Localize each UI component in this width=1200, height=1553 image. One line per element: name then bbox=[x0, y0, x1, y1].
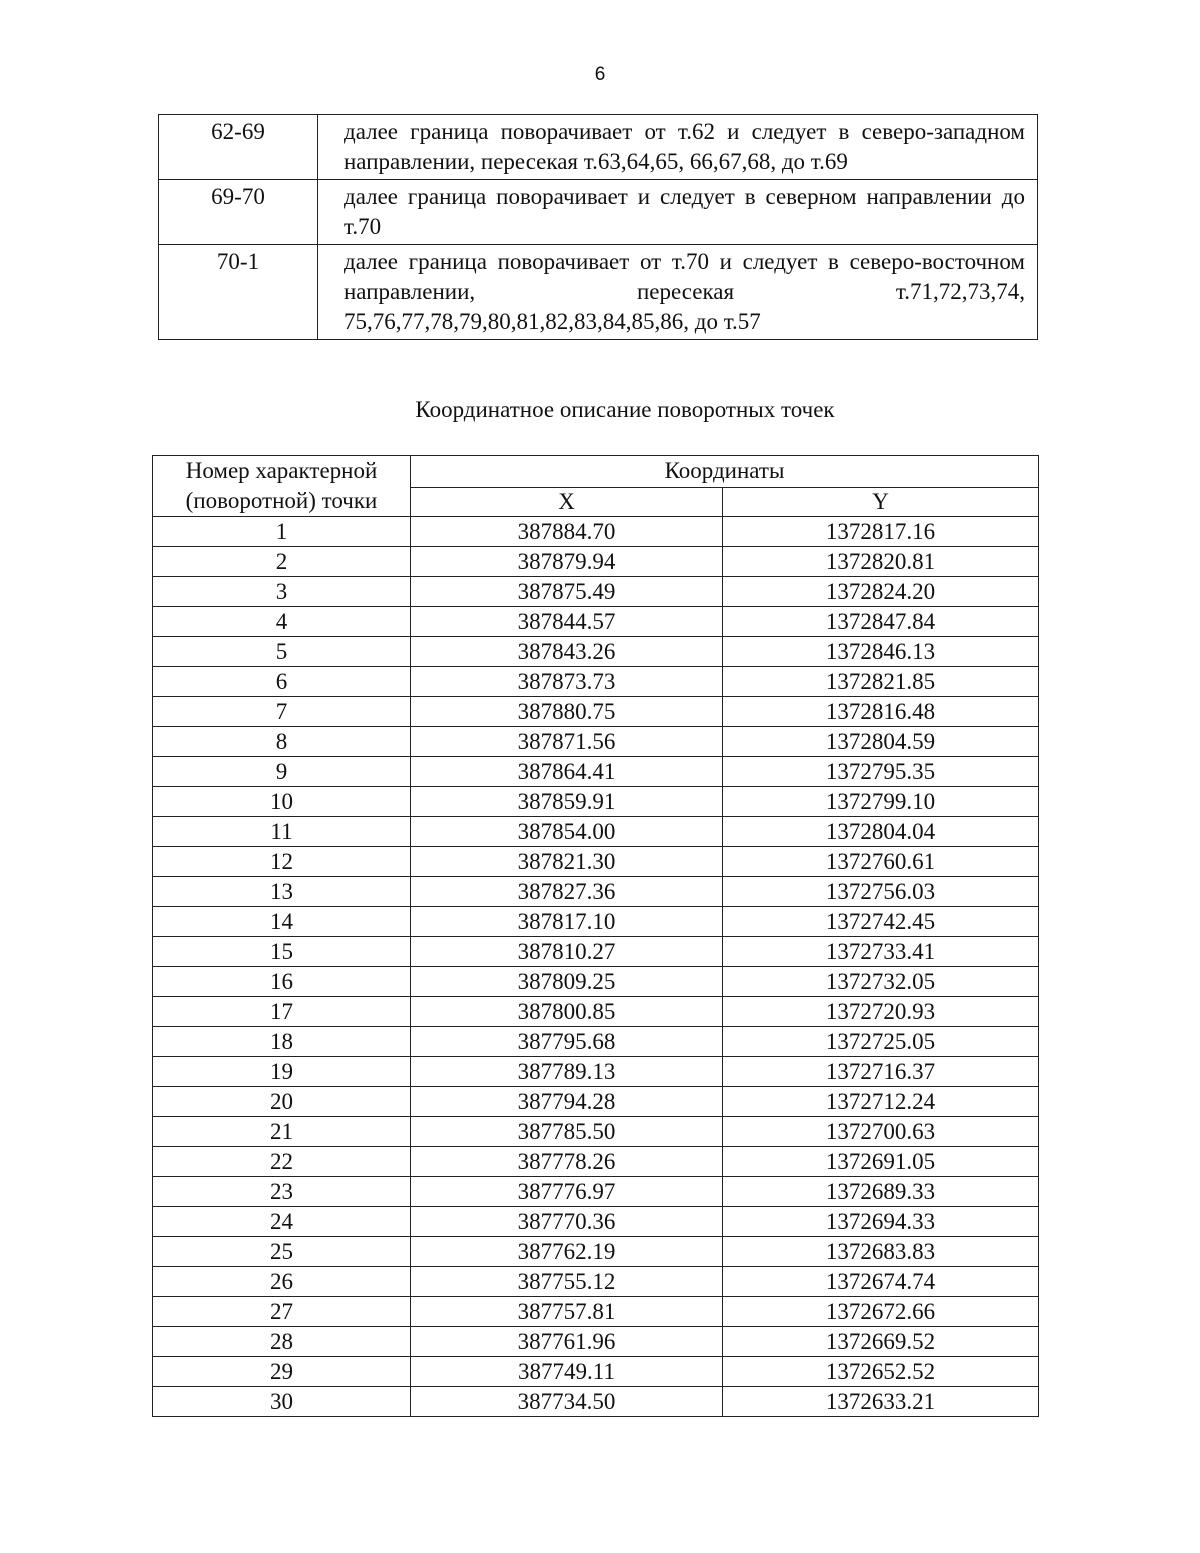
point-number-cell: 10 bbox=[153, 787, 411, 817]
table-row bbox=[153, 1387, 1039, 1417]
y-coordinate-cell: 1372795.35 bbox=[723, 757, 1039, 787]
table-row bbox=[153, 1177, 1039, 1207]
x-coordinate-cell: 387884.70 bbox=[411, 517, 723, 547]
y-coordinate-cell: 1372694.33 bbox=[723, 1207, 1039, 1237]
point-number-cell: 18 bbox=[153, 1027, 411, 1057]
x-coordinate-cell: 387880.75 bbox=[411, 697, 723, 727]
table-row bbox=[153, 1027, 1039, 1057]
x-coordinate-cell: 387817.10 bbox=[411, 907, 723, 937]
y-coordinate-cell: 1372732.05 bbox=[723, 967, 1039, 997]
table-row bbox=[153, 1207, 1039, 1237]
point-number-cell: 29 bbox=[153, 1357, 411, 1387]
x-coordinate-cell: 387795.68 bbox=[411, 1027, 723, 1057]
x-coordinate-cell: 387843.26 bbox=[411, 637, 723, 667]
point-number-cell: 17 bbox=[153, 997, 411, 1027]
point-number-cell: 4 bbox=[153, 607, 411, 637]
y-coordinate-cell: 1372799.10 bbox=[723, 787, 1039, 817]
x-coordinate-cell: 387785.50 bbox=[411, 1117, 723, 1147]
section-title: Координатное описание поворотных точек bbox=[415, 397, 835, 422]
point-number-cell: 21 bbox=[153, 1117, 411, 1147]
point-number-cell: 14 bbox=[153, 907, 411, 937]
y-coordinate-cell: 1372804.04 bbox=[723, 817, 1039, 847]
coordinates-table bbox=[152, 455, 1039, 1417]
y-coordinate-cell: 1372633.21 bbox=[723, 1387, 1039, 1417]
table-row bbox=[153, 1267, 1039, 1297]
x-coordinate-cell: 387800.85 bbox=[411, 997, 723, 1027]
table-row bbox=[153, 637, 1039, 667]
header-coordinates: Координаты bbox=[411, 456, 1039, 488]
y-coordinate-cell: 1372712.24 bbox=[723, 1087, 1039, 1117]
x-coordinate-cell: 387873.73 bbox=[411, 667, 723, 697]
y-coordinate-cell: 1372672.66 bbox=[723, 1297, 1039, 1327]
x-coordinate-cell: 387762.19 bbox=[411, 1237, 723, 1267]
x-coordinate-cell: 387776.97 bbox=[411, 1177, 723, 1207]
point-number-cell: 22 bbox=[153, 1147, 411, 1177]
point-number-cell: 25 bbox=[153, 1237, 411, 1267]
y-coordinate-cell: 1372691.05 bbox=[723, 1147, 1039, 1177]
point-number-cell: 8 bbox=[153, 727, 411, 757]
point-number-cell: 3 bbox=[153, 577, 411, 607]
table-row bbox=[153, 787, 1039, 817]
x-coordinate-cell: 387778.26 bbox=[411, 1147, 723, 1177]
table-row bbox=[153, 907, 1039, 937]
point-number-cell: 19 bbox=[153, 1057, 411, 1087]
point-number-cell: 13 bbox=[153, 877, 411, 907]
segment-description: далее граница поворачивает от т.70 и следует в северо-восточном направлении, пересекая т.71,72,73,74, 75,76,77,78,79,80,81,82,83,84,85,86, до т.57 bbox=[318, 245, 1038, 340]
y-coordinate-cell: 1372760.61 bbox=[723, 847, 1039, 877]
table-row bbox=[153, 937, 1039, 967]
x-coordinate-cell: 387864.41 bbox=[411, 757, 723, 787]
y-coordinate-cell: 1372733.41 bbox=[723, 937, 1039, 967]
table-row bbox=[153, 697, 1039, 727]
point-number-cell: 9 bbox=[153, 757, 411, 787]
segment-description: далее граница поворачивает от т.62 и следует в северо-западном направлении, пересекая т.63,64,65, 66,67,68, до т.69 bbox=[318, 115, 1038, 180]
point-number-cell: 15 bbox=[153, 937, 411, 967]
table-row bbox=[153, 1357, 1039, 1387]
point-number-cell: 12 bbox=[153, 847, 411, 877]
header-y: Y bbox=[723, 487, 1039, 516]
x-coordinate-cell: 387734.50 bbox=[411, 1387, 723, 1417]
coordinates-body bbox=[153, 517, 1039, 1417]
y-coordinate-cell: 1372821.85 bbox=[723, 667, 1039, 697]
point-number-cell: 11 bbox=[153, 817, 411, 847]
table-row bbox=[153, 547, 1039, 577]
x-coordinate-cell: 387871.56 bbox=[411, 727, 723, 757]
table-row bbox=[153, 847, 1039, 877]
table-row bbox=[153, 757, 1039, 787]
segment-label: 70-1 bbox=[159, 245, 318, 340]
point-number-cell: 26 bbox=[153, 1267, 411, 1297]
y-coordinate-cell: 1372804.59 bbox=[723, 727, 1039, 757]
y-coordinate-cell: 1372817.16 bbox=[723, 517, 1039, 547]
table-row bbox=[153, 1057, 1039, 1087]
x-coordinate-cell: 387810.27 bbox=[411, 937, 723, 967]
x-coordinate-cell: 387789.13 bbox=[411, 1057, 723, 1087]
segment-label: 69-70 bbox=[159, 180, 318, 245]
point-number-cell: 23 bbox=[153, 1177, 411, 1207]
table-row bbox=[153, 607, 1039, 637]
x-coordinate-cell: 387755.12 bbox=[411, 1267, 723, 1297]
point-number-cell: 24 bbox=[153, 1207, 411, 1237]
boundary-row bbox=[159, 245, 1038, 340]
x-coordinate-cell: 387844.57 bbox=[411, 607, 723, 637]
table-row bbox=[153, 877, 1039, 907]
y-coordinate-cell: 1372669.52 bbox=[723, 1327, 1039, 1357]
x-coordinate-cell: 387859.91 bbox=[411, 787, 723, 817]
y-coordinate-cell: 1372716.37 bbox=[723, 1057, 1039, 1087]
table-row bbox=[153, 1327, 1039, 1357]
x-coordinate-cell: 387875.49 bbox=[411, 577, 723, 607]
table-row bbox=[153, 727, 1039, 757]
table-row bbox=[153, 1147, 1039, 1177]
x-coordinate-cell: 387821.30 bbox=[411, 847, 723, 877]
header-x: X bbox=[411, 487, 723, 516]
y-coordinate-cell: 1372846.13 bbox=[723, 637, 1039, 667]
table-row bbox=[153, 517, 1039, 547]
x-coordinate-cell: 387749.11 bbox=[411, 1357, 723, 1387]
table-row bbox=[153, 817, 1039, 847]
point-number-cell: 6 bbox=[153, 667, 411, 697]
point-number-cell: 27 bbox=[153, 1297, 411, 1327]
segment-description: далее граница поворачивает и следует в северном направлении до т.70 bbox=[318, 180, 1038, 245]
y-coordinate-cell: 1372683.83 bbox=[723, 1237, 1039, 1267]
page-number: 6 bbox=[594, 64, 606, 85]
table-row bbox=[153, 1087, 1039, 1117]
y-coordinate-cell: 1372847.84 bbox=[723, 607, 1039, 637]
table-row bbox=[153, 577, 1039, 607]
segment-label: 62-69 bbox=[159, 115, 318, 180]
x-coordinate-cell: 387809.25 bbox=[411, 967, 723, 997]
table-row bbox=[153, 1117, 1039, 1147]
y-coordinate-cell: 1372820.81 bbox=[723, 547, 1039, 577]
point-number-cell: 7 bbox=[153, 697, 411, 727]
x-coordinate-cell: 387761.96 bbox=[411, 1327, 723, 1357]
point-number-cell: 1 bbox=[153, 517, 411, 547]
table-row bbox=[153, 667, 1039, 697]
table-row bbox=[153, 1237, 1039, 1267]
x-coordinate-cell: 387827.36 bbox=[411, 877, 723, 907]
point-number-cell: 28 bbox=[153, 1327, 411, 1357]
y-coordinate-cell: 1372652.52 bbox=[723, 1357, 1039, 1387]
y-coordinate-cell: 1372689.33 bbox=[723, 1177, 1039, 1207]
boundary-row bbox=[159, 115, 1038, 180]
table-row bbox=[153, 1297, 1039, 1327]
boundary-description-table bbox=[158, 114, 1038, 340]
point-number-cell: 30 bbox=[153, 1387, 411, 1417]
x-coordinate-cell: 387854.00 bbox=[411, 817, 723, 847]
y-coordinate-cell: 1372824.20 bbox=[723, 577, 1039, 607]
boundary-row bbox=[159, 180, 1038, 245]
y-coordinate-cell: 1372816.48 bbox=[723, 697, 1039, 727]
table-row bbox=[153, 967, 1039, 997]
y-coordinate-cell: 1372742.45 bbox=[723, 907, 1039, 937]
y-coordinate-cell: 1372756.03 bbox=[723, 877, 1039, 907]
header-point-number: Номер характерной (поворотной) точки bbox=[153, 456, 411, 517]
y-coordinate-cell: 1372725.05 bbox=[723, 1027, 1039, 1057]
x-coordinate-cell: 387794.28 bbox=[411, 1087, 723, 1117]
x-coordinate-cell: 387879.94 bbox=[411, 547, 723, 577]
point-number-cell: 16 bbox=[153, 967, 411, 997]
y-coordinate-cell: 1372674.74 bbox=[723, 1267, 1039, 1297]
x-coordinate-cell: 387770.36 bbox=[411, 1207, 723, 1237]
point-number-cell: 20 bbox=[153, 1087, 411, 1117]
table-row bbox=[153, 997, 1039, 1027]
y-coordinate-cell: 1372700.63 bbox=[723, 1117, 1039, 1147]
point-number-cell: 5 bbox=[153, 637, 411, 667]
point-number-cell: 2 bbox=[153, 547, 411, 577]
y-coordinate-cell: 1372720.93 bbox=[723, 997, 1039, 1027]
x-coordinate-cell: 387757.81 bbox=[411, 1297, 723, 1327]
